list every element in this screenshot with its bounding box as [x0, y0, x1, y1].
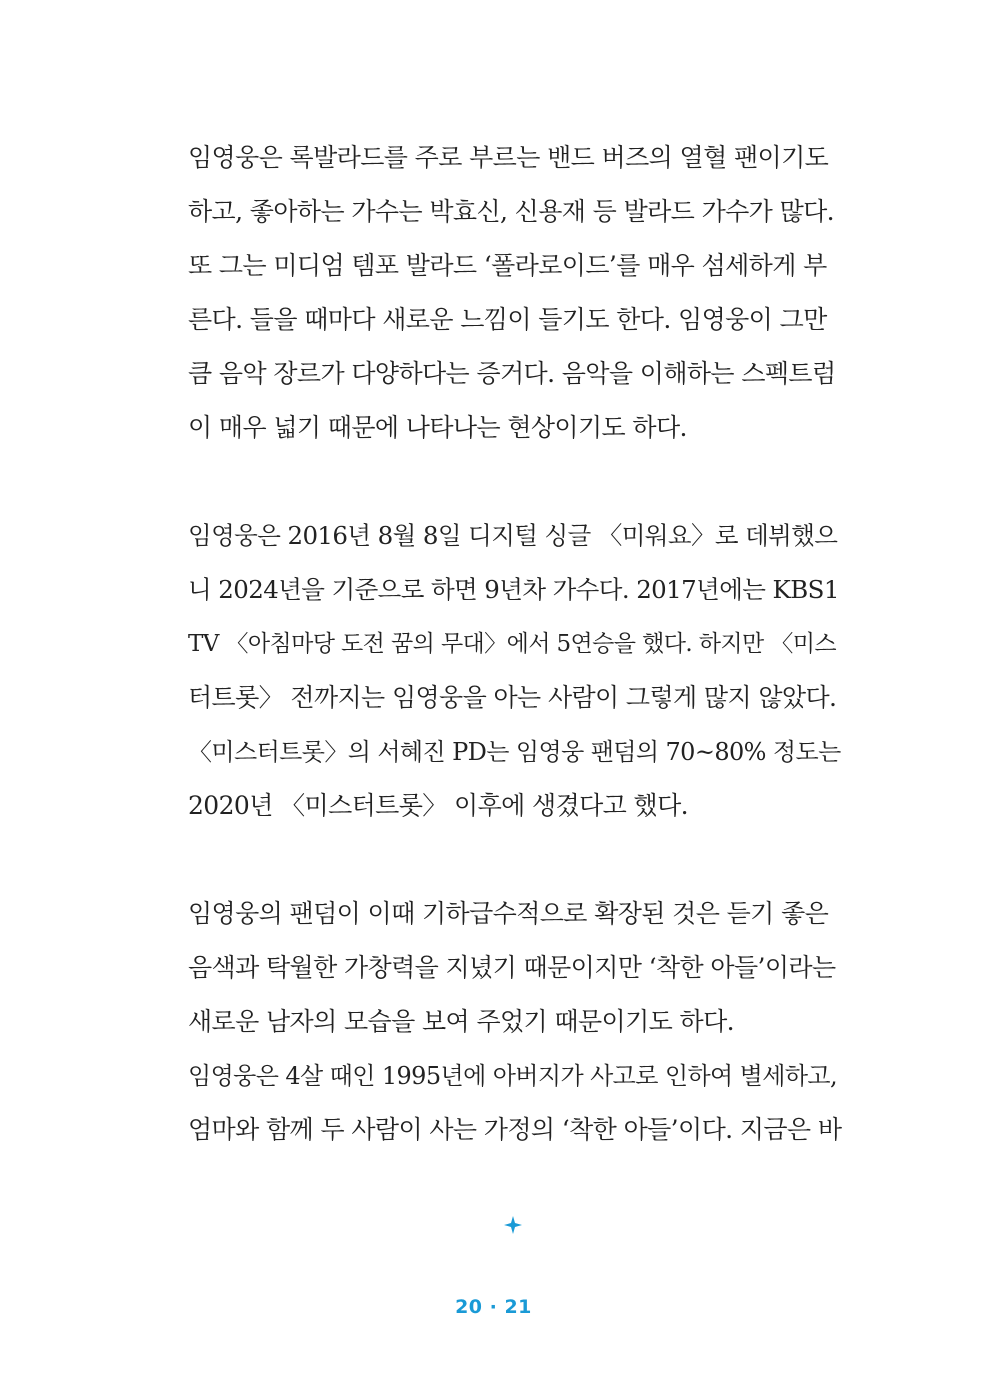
text-line: 큼 음악 장르가 다양하다는 증거다. 음악을 이해하는 스펙트럼	[188, 359, 836, 388]
text-line: 니 2024년을 기준으로 하면 9년차 가수다. 2017년에는 KBS1	[188, 575, 839, 604]
text-line: TV 〈아침마당 도전 꿈의 무대〉에서 5연승을 했다. 하지만 〈미스	[188, 631, 836, 657]
text-line: 하고, 좋아하는 가수는 박효신, 신용재 등 발라드 가수가 많다.	[188, 197, 835, 226]
paragraph-1	[188, 131, 848, 455]
four-point-star-icon	[504, 1216, 522, 1234]
text-line: 임영웅은 록발라드를 주로 부르는 밴드 버즈의 열혈 팬이기도	[188, 143, 829, 172]
text-line: 2020년 〈미스터트롯〉 이후에 생겼다고 했다.	[188, 791, 689, 820]
text-line: 또 그는 미디엄 템포 발라드 ‘폴라로이드’를 매우 섬세하게 부	[188, 251, 827, 280]
paragraph-3	[188, 887, 848, 1157]
paragraph-2	[188, 509, 848, 833]
text-line: 〈미스터트롯〉의 서혜진 PD는 임영웅 팬덤의 70~80% 정도는	[188, 738, 841, 766]
text-line: 른다. 들을 때마다 새로운 느낌이 들기도 한다. 임영웅이 그만	[188, 305, 827, 334]
text-line: 임영웅은 4살 때인 1995년에 아버지가 사고로 인하여 별세하고,	[188, 1062, 838, 1090]
text-line: 새로운 남자의 모습을 보여 주었기 때문이기도 하다.	[188, 1007, 734, 1036]
text-line: 음색과 탁월한 가창력을 지녔기 때문이지만 ‘착한 아들’이라는	[188, 953, 836, 982]
text-line: 터트롯〉 전까지는 임영웅을 아는 사람이 그렇게 많지 않았다.	[188, 683, 837, 712]
text-line: 임영웅의 팬덤이 이때 기하급수적으로 확장된 것은 듣기 좋은	[188, 899, 829, 928]
page-numbers: 20 · 21	[455, 1296, 532, 1318]
text-line: 엄마와 함께 두 사람이 사는 가정의 ‘착한 아들’이다. 지금은 바	[188, 1115, 842, 1144]
text-line: 임영웅은 2016년 8월 8일 디지털 싱글 〈미워요〉로 데뷔했으	[188, 521, 838, 550]
text-line: 이 매우 넓기 때문에 나타나는 현상이기도 하다.	[188, 413, 687, 442]
